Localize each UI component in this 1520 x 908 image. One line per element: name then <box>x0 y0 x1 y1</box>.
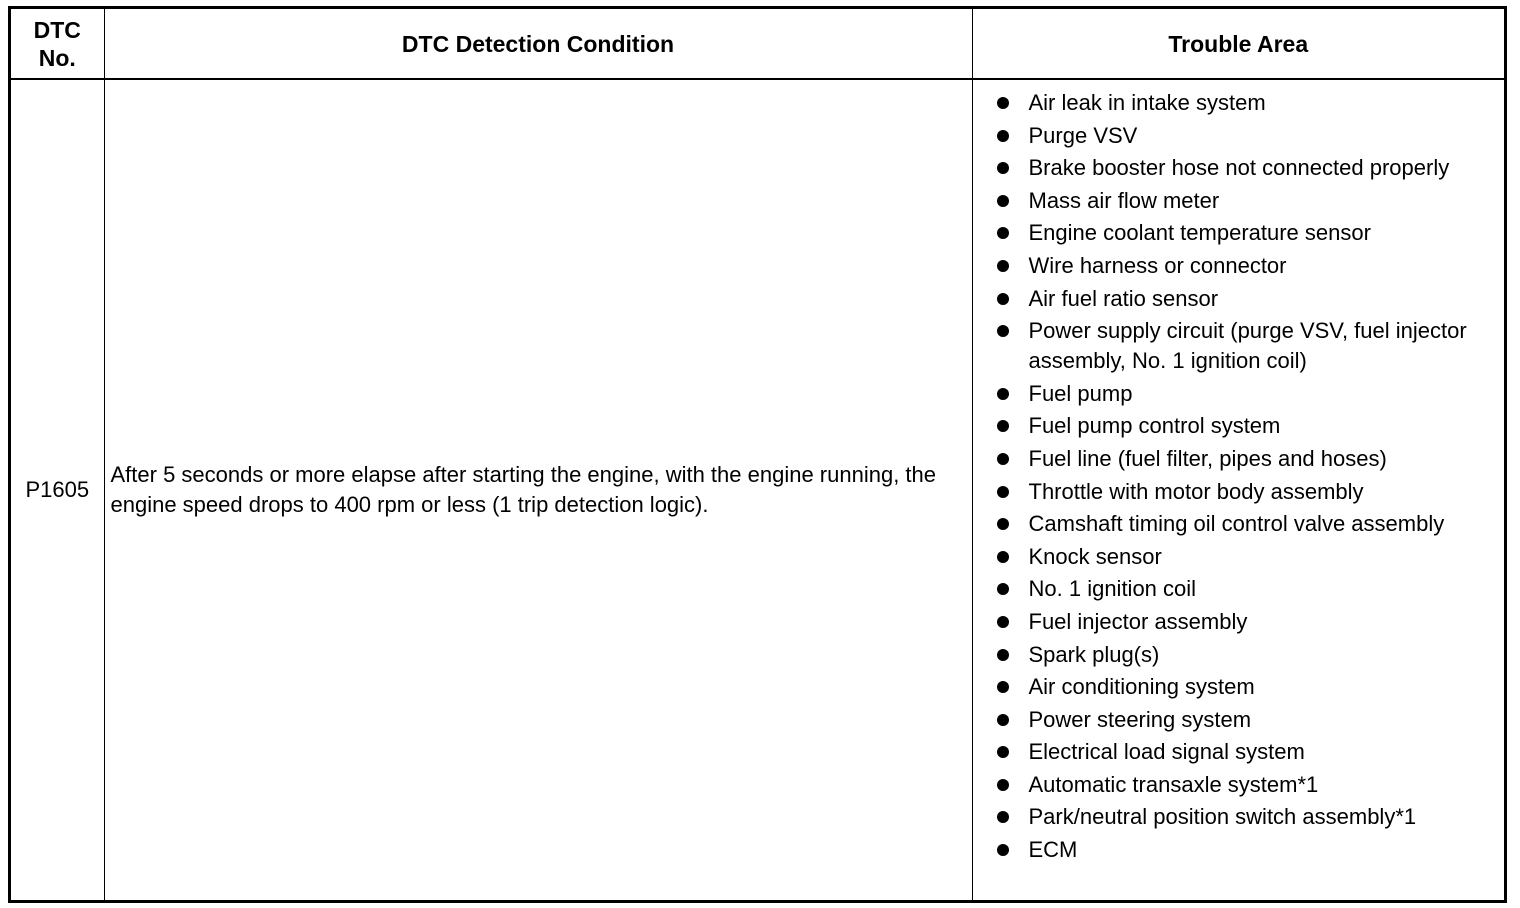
trouble-area-item <box>995 640 1501 670</box>
trouble-area-item <box>995 835 1501 865</box>
bullet-icon <box>997 260 1009 272</box>
trouble-area-label: Brake booster hose not connected properly <box>1028 155 1450 181</box>
bullet-icon <box>997 420 1009 432</box>
trouble-area-item <box>995 153 1501 183</box>
trouble-area-label: Fuel injector assembly <box>1028 608 1248 634</box>
bullet-icon <box>997 97 1009 109</box>
trouble-area-label: Power steering system <box>1028 706 1252 732</box>
trouble-area-item <box>995 444 1501 474</box>
trouble-area-item <box>995 284 1501 314</box>
bullet-icon <box>997 195 1009 207</box>
bullet-icon <box>997 681 1009 693</box>
trouble-area-label: Spark plug(s) <box>1028 641 1160 667</box>
trouble-area-item <box>995 88 1501 118</box>
trouble-area-item <box>995 770 1501 800</box>
bullet-icon <box>997 227 1009 239</box>
trouble-area-item <box>995 251 1501 281</box>
trouble-area-label: Throttle with motor body assembly <box>1028 478 1364 504</box>
trouble-area-item <box>995 737 1501 767</box>
dtc-code: P1605 <box>11 79 104 900</box>
trouble-area-label: Air fuel ratio sensor <box>1028 285 1219 311</box>
trouble-area-item <box>995 509 1501 539</box>
header-row <box>11 9 1504 79</box>
trouble-area-list <box>995 88 1501 865</box>
detection-condition: After 5 seconds or more elapse after starting the engine, with the engine running, the engine speed drops to 400 rpm or less (1 trip detection logic). <box>104 79 972 900</box>
table-row <box>11 79 1504 900</box>
trouble-area-item <box>995 379 1501 409</box>
bullet-icon <box>997 714 1009 726</box>
header-dtc-no-label: DTC No. <box>33 16 81 71</box>
header-detection-condition: DTC Detection Condition <box>104 9 972 79</box>
trouble-area-label: Purge VSV <box>1028 122 1138 148</box>
trouble-area-item <box>995 802 1501 832</box>
bullet-icon <box>997 453 1009 465</box>
trouble-area-label: Air leak in intake system <box>1028 90 1266 115</box>
dtc-table <box>11 9 1504 900</box>
trouble-area-item <box>995 607 1501 637</box>
bullet-icon <box>997 486 1009 498</box>
trouble-area-item <box>995 542 1501 572</box>
header-trouble-area: Trouble Area <box>972 9 1504 79</box>
bullet-icon <box>997 844 1009 856</box>
trouble-area-item <box>995 672 1501 702</box>
trouble-area-label: Fuel pump <box>1028 380 1133 406</box>
bullet-icon <box>997 779 1009 791</box>
trouble-area-label: Power supply circuit (purge VSV, fuel injector assembly, No. 1 ignition coil) <box>1028 318 1467 374</box>
bullet-icon <box>997 649 1009 661</box>
bullet-icon <box>997 518 1009 530</box>
dtc-table-frame <box>8 6 1507 903</box>
trouble-area-label: Fuel line (fuel filter, pipes and hoses) <box>1028 445 1387 471</box>
trouble-area-item <box>995 705 1501 735</box>
trouble-area-label: Knock sensor <box>1028 543 1162 569</box>
bullet-icon <box>997 130 1009 142</box>
trouble-area-label: Camshaft timing oil control valve assembly <box>1028 511 1445 537</box>
trouble-area-label: Wire harness or connector <box>1028 252 1287 278</box>
bullet-icon <box>997 325 1009 337</box>
trouble-area-label: Engine coolant temperature sensor <box>1028 220 1371 246</box>
trouble-area-label: Electrical load signal system <box>1028 739 1305 765</box>
bullet-icon <box>997 162 1009 174</box>
trouble-area-label: Automatic transaxle system*1 <box>1028 771 1319 797</box>
trouble-area-item <box>995 121 1501 151</box>
trouble-area-label: Park/neutral position switch assembly*1 <box>1028 804 1417 830</box>
bullet-icon <box>997 616 1009 628</box>
bullet-icon <box>997 811 1009 823</box>
trouble-area-label: Air conditioning system <box>1028 674 1255 700</box>
trouble-area-label: Mass air flow meter <box>1028 187 1220 213</box>
trouble-area-item <box>995 316 1501 376</box>
trouble-area-item <box>995 574 1501 604</box>
trouble-area-label: Fuel pump control system <box>1028 413 1281 439</box>
trouble-area-item <box>995 218 1501 248</box>
bullet-icon <box>997 583 1009 595</box>
bullet-icon <box>997 293 1009 305</box>
bullet-icon <box>997 746 1009 758</box>
bullet-icon <box>997 551 1009 563</box>
trouble-area-item <box>995 477 1501 507</box>
bullet-icon <box>997 388 1009 400</box>
trouble-area-item <box>995 186 1501 216</box>
trouble-area-item <box>995 411 1501 441</box>
trouble-area-cell <box>972 79 1504 900</box>
header-dtc-no <box>11 9 104 79</box>
trouble-area-label: No. 1 ignition coil <box>1028 576 1197 602</box>
trouble-area-label: ECM <box>1028 837 1078 863</box>
